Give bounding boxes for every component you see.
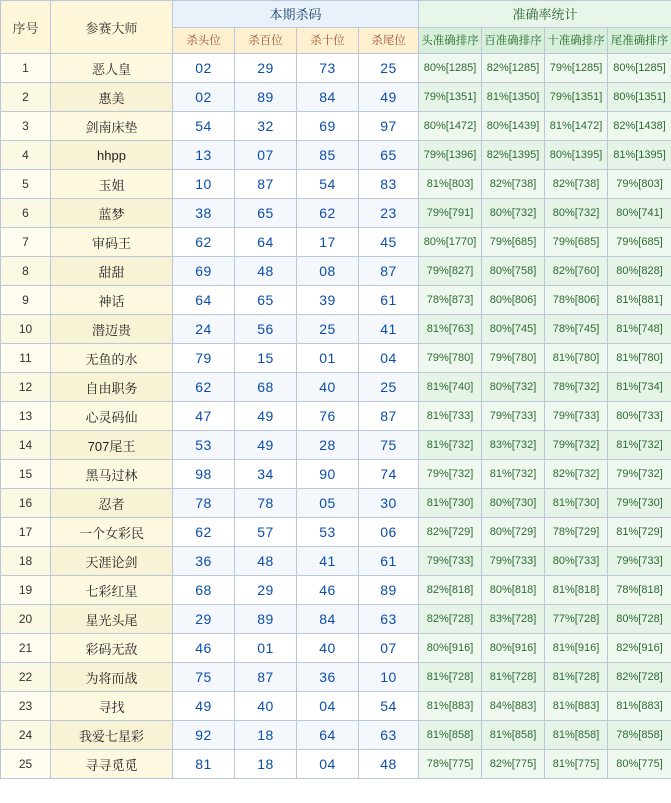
row-kill-ten: 84 bbox=[297, 605, 359, 634]
table-row bbox=[1, 460, 671, 489]
row-stat-head: 81%[730] bbox=[419, 489, 482, 518]
row-stat-hundred: 80%[818] bbox=[482, 576, 545, 605]
header-stat-tail: 尾准确排序 bbox=[608, 27, 671, 54]
row-kill-tail: 65 bbox=[359, 141, 419, 170]
row-stat-head: 82%[818] bbox=[419, 576, 482, 605]
row-sequence: 25 bbox=[1, 750, 51, 779]
row-stat-head: 82%[728] bbox=[419, 605, 482, 634]
row-kill-head: 98 bbox=[173, 460, 235, 489]
row-sequence: 8 bbox=[1, 257, 51, 286]
row-stat-head: 79%[791] bbox=[419, 199, 482, 228]
row-master-name[interactable]: 惠美 bbox=[51, 83, 173, 112]
header-row-groups bbox=[1, 1, 671, 28]
row-kill-tail: 30 bbox=[359, 489, 419, 518]
row-kill-tail: 61 bbox=[359, 547, 419, 576]
row-stat-tail: 79%[733] bbox=[608, 547, 671, 576]
row-stat-ten: 82%[738] bbox=[545, 170, 608, 199]
header-group-stat: 准确率统计 bbox=[419, 1, 671, 28]
row-kill-head: 02 bbox=[173, 83, 235, 112]
row-stat-hundred: 80%[916] bbox=[482, 634, 545, 663]
row-master-name[interactable]: 审码王 bbox=[51, 228, 173, 257]
row-master-name[interactable]: 七彩红星 bbox=[51, 576, 173, 605]
row-master-name[interactable]: 自由职务 bbox=[51, 373, 173, 402]
row-kill-ten: 90 bbox=[297, 460, 359, 489]
row-kill-head: 24 bbox=[173, 315, 235, 344]
row-master-name[interactable]: 神话 bbox=[51, 286, 173, 315]
row-kill-head: 13 bbox=[173, 141, 235, 170]
row-kill-ten: 36 bbox=[297, 663, 359, 692]
row-kill-tail: 74 bbox=[359, 460, 419, 489]
row-kill-tail: 10 bbox=[359, 663, 419, 692]
row-stat-hundred: 80%[729] bbox=[482, 518, 545, 547]
table-row bbox=[1, 402, 671, 431]
row-stat-ten: 81%[730] bbox=[545, 489, 608, 518]
row-kill-hundred: 65 bbox=[235, 286, 297, 315]
row-kill-ten: 05 bbox=[297, 489, 359, 518]
row-stat-tail: 80%[733] bbox=[608, 402, 671, 431]
header-stat-hundred: 百准确排序 bbox=[482, 27, 545, 54]
row-kill-ten: 28 bbox=[297, 431, 359, 460]
row-stat-tail: 79%[685] bbox=[608, 228, 671, 257]
table-row bbox=[1, 605, 671, 634]
row-stat-hundred: 82%[775] bbox=[482, 750, 545, 779]
table-row bbox=[1, 750, 671, 779]
row-master-name[interactable]: 玉姐 bbox=[51, 170, 173, 199]
row-stat-ten: 78%[732] bbox=[545, 373, 608, 402]
row-stat-tail: 78%[858] bbox=[608, 721, 671, 750]
row-master-name[interactable]: 黑马过林 bbox=[51, 460, 173, 489]
table-row bbox=[1, 489, 671, 518]
row-sequence: 12 bbox=[1, 373, 51, 402]
row-kill-ten: 39 bbox=[297, 286, 359, 315]
row-sequence: 23 bbox=[1, 692, 51, 721]
row-kill-tail: 06 bbox=[359, 518, 419, 547]
row-sequence: 6 bbox=[1, 199, 51, 228]
row-stat-hundred: 79%[733] bbox=[482, 402, 545, 431]
row-kill-tail: 49 bbox=[359, 83, 419, 112]
row-stat-tail: 81%[734] bbox=[608, 373, 671, 402]
row-stat-tail: 81%[881] bbox=[608, 286, 671, 315]
row-stat-hundred: 80%[745] bbox=[482, 315, 545, 344]
row-kill-hundred: 15 bbox=[235, 344, 297, 373]
row-master-name[interactable]: 忍者 bbox=[51, 489, 173, 518]
row-kill-hundred: 87 bbox=[235, 663, 297, 692]
row-sequence: 17 bbox=[1, 518, 51, 547]
row-stat-tail: 81%[729] bbox=[608, 518, 671, 547]
table-row bbox=[1, 576, 671, 605]
row-kill-head: 81 bbox=[173, 750, 235, 779]
row-kill-ten: 25 bbox=[297, 315, 359, 344]
row-stat-head: 80%[1285] bbox=[419, 54, 482, 83]
row-kill-head: 68 bbox=[173, 576, 235, 605]
row-kill-tail: 25 bbox=[359, 54, 419, 83]
row-kill-ten: 54 bbox=[297, 170, 359, 199]
row-stat-ten: 79%[732] bbox=[545, 431, 608, 460]
row-stat-hundred: 79%[733] bbox=[482, 547, 545, 576]
row-stat-tail: 80%[828] bbox=[608, 257, 671, 286]
row-stat-ten: 81%[818] bbox=[545, 576, 608, 605]
row-stat-hundred: 81%[728] bbox=[482, 663, 545, 692]
row-stat-ten: 78%[729] bbox=[545, 518, 608, 547]
row-kill-tail: 23 bbox=[359, 199, 419, 228]
row-kill-hundred: 89 bbox=[235, 83, 297, 112]
row-stat-tail: 79%[803] bbox=[608, 170, 671, 199]
row-master-name[interactable]: 潜迈贵 bbox=[51, 315, 173, 344]
row-stat-ten: 80%[732] bbox=[545, 199, 608, 228]
row-stat-head: 81%[728] bbox=[419, 663, 482, 692]
row-stat-head: 82%[729] bbox=[419, 518, 482, 547]
row-stat-hundred: 80%[732] bbox=[482, 373, 545, 402]
row-kill-ten: 85 bbox=[297, 141, 359, 170]
table-row bbox=[1, 83, 671, 112]
row-master-name[interactable]: 我爱七星彩 bbox=[51, 721, 173, 750]
row-kill-hundred: 49 bbox=[235, 431, 297, 460]
row-stat-ten: 79%[1351] bbox=[545, 83, 608, 112]
row-kill-ten: 08 bbox=[297, 257, 359, 286]
table-row bbox=[1, 54, 671, 83]
row-sequence: 11 bbox=[1, 344, 51, 373]
row-master-name[interactable]: 707尾王 bbox=[51, 431, 173, 460]
row-stat-ten: 79%[1285] bbox=[545, 54, 608, 83]
row-kill-ten: 01 bbox=[297, 344, 359, 373]
row-stat-hundred: 80%[730] bbox=[482, 489, 545, 518]
row-master-name[interactable]: 为将而战 bbox=[51, 663, 173, 692]
row-stat-tail: 82%[916] bbox=[608, 634, 671, 663]
row-master-name[interactable]: 蓝梦 bbox=[51, 199, 173, 228]
row-stat-head: 80%[916] bbox=[419, 634, 482, 663]
row-stat-ten: 81%[780] bbox=[545, 344, 608, 373]
row-kill-tail: 04 bbox=[359, 344, 419, 373]
header-stat-ten: 十准确排序 bbox=[545, 27, 608, 54]
row-stat-ten: 82%[732] bbox=[545, 460, 608, 489]
row-kill-tail: 54 bbox=[359, 692, 419, 721]
row-sequence: 20 bbox=[1, 605, 51, 634]
row-stat-tail: 82%[1438] bbox=[608, 112, 671, 141]
row-stat-head: 79%[827] bbox=[419, 257, 482, 286]
header-kill-hundred: 杀百位 bbox=[235, 27, 297, 54]
row-kill-ten: 40 bbox=[297, 634, 359, 663]
row-sequence: 22 bbox=[1, 663, 51, 692]
row-stat-tail: 81%[748] bbox=[608, 315, 671, 344]
row-kill-ten: 76 bbox=[297, 402, 359, 431]
row-stat-ten: 81%[916] bbox=[545, 634, 608, 663]
row-stat-ten: 79%[685] bbox=[545, 228, 608, 257]
row-stat-tail: 81%[1395] bbox=[608, 141, 671, 170]
row-stat-hundred: 84%[883] bbox=[482, 692, 545, 721]
row-kill-head: 62 bbox=[173, 518, 235, 547]
row-kill-head: 62 bbox=[173, 373, 235, 402]
row-stat-ten: 80%[1395] bbox=[545, 141, 608, 170]
row-kill-tail: 89 bbox=[359, 576, 419, 605]
row-kill-tail: 41 bbox=[359, 315, 419, 344]
row-stat-ten: 78%[745] bbox=[545, 315, 608, 344]
row-stat-head: 79%[1396] bbox=[419, 141, 482, 170]
table-row bbox=[1, 518, 671, 547]
table-row bbox=[1, 344, 671, 373]
row-stat-tail: 80%[741] bbox=[608, 199, 671, 228]
row-kill-hundred: 40 bbox=[235, 692, 297, 721]
row-kill-hundred: 68 bbox=[235, 373, 297, 402]
row-kill-head: 64 bbox=[173, 286, 235, 315]
header-seq: 序号 bbox=[1, 1, 51, 54]
row-kill-head: 92 bbox=[173, 721, 235, 750]
row-kill-head: 29 bbox=[173, 605, 235, 634]
row-stat-hundred: 83%[732] bbox=[482, 431, 545, 460]
header-kill-ten: 杀十位 bbox=[297, 27, 359, 54]
row-stat-hundred: 80%[1439] bbox=[482, 112, 545, 141]
table-row bbox=[1, 692, 671, 721]
row-kill-hundred: 48 bbox=[235, 257, 297, 286]
header-stat-head: 头准确排序 bbox=[419, 27, 482, 54]
row-stat-head: 81%[763] bbox=[419, 315, 482, 344]
header-master: 参赛大师 bbox=[51, 1, 173, 54]
row-stat-hundred: 80%[732] bbox=[482, 199, 545, 228]
row-stat-tail: 80%[1285] bbox=[608, 54, 671, 83]
row-kill-ten: 69 bbox=[297, 112, 359, 141]
row-kill-tail: 75 bbox=[359, 431, 419, 460]
row-kill-tail: 61 bbox=[359, 286, 419, 315]
row-kill-hundred: 56 bbox=[235, 315, 297, 344]
row-kill-ten: 53 bbox=[297, 518, 359, 547]
row-kill-hundred: 07 bbox=[235, 141, 297, 170]
row-kill-head: 79 bbox=[173, 344, 235, 373]
row-kill-tail: 25 bbox=[359, 373, 419, 402]
row-kill-tail: 87 bbox=[359, 402, 419, 431]
row-master-name[interactable]: 寻寻觅觅 bbox=[51, 750, 173, 779]
row-kill-hundred: 32 bbox=[235, 112, 297, 141]
row-stat-ten: 82%[760] bbox=[545, 257, 608, 286]
row-kill-tail: 97 bbox=[359, 112, 419, 141]
row-kill-head: 78 bbox=[173, 489, 235, 518]
row-sequence: 15 bbox=[1, 460, 51, 489]
row-stat-head: 79%[1351] bbox=[419, 83, 482, 112]
row-kill-head: 54 bbox=[173, 112, 235, 141]
row-stat-tail: 80%[1351] bbox=[608, 83, 671, 112]
row-kill-ten: 84 bbox=[297, 83, 359, 112]
row-stat-tail: 81%[883] bbox=[608, 692, 671, 721]
row-stat-head: 80%[1770] bbox=[419, 228, 482, 257]
row-stat-tail: 80%[728] bbox=[608, 605, 671, 634]
row-stat-head: 78%[873] bbox=[419, 286, 482, 315]
table-row bbox=[1, 141, 671, 170]
row-kill-head: 02 bbox=[173, 54, 235, 83]
row-stat-ten: 81%[1472] bbox=[545, 112, 608, 141]
row-kill-ten: 64 bbox=[297, 721, 359, 750]
row-stat-ten: 79%[733] bbox=[545, 402, 608, 431]
row-kill-hundred: 49 bbox=[235, 402, 297, 431]
row-sequence: 24 bbox=[1, 721, 51, 750]
row-kill-ten: 62 bbox=[297, 199, 359, 228]
row-kill-hundred: 78 bbox=[235, 489, 297, 518]
row-kill-ten: 46 bbox=[297, 576, 359, 605]
row-stat-ten: 81%[883] bbox=[545, 692, 608, 721]
row-kill-tail: 63 bbox=[359, 605, 419, 634]
row-stat-head: 81%[883] bbox=[419, 692, 482, 721]
row-stat-hundred: 81%[1350] bbox=[482, 83, 545, 112]
header-kill-head: 杀头位 bbox=[173, 27, 235, 54]
row-kill-hundred: 18 bbox=[235, 721, 297, 750]
row-kill-head: 38 bbox=[173, 199, 235, 228]
row-sequence: 3 bbox=[1, 112, 51, 141]
row-kill-hundred: 87 bbox=[235, 170, 297, 199]
row-sequence: 18 bbox=[1, 547, 51, 576]
row-kill-head: 62 bbox=[173, 228, 235, 257]
table-row bbox=[1, 112, 671, 141]
row-sequence: 16 bbox=[1, 489, 51, 518]
row-sequence: 1 bbox=[1, 54, 51, 83]
row-stat-tail: 81%[780] bbox=[608, 344, 671, 373]
row-stat-tail: 80%[775] bbox=[608, 750, 671, 779]
row-sequence: 9 bbox=[1, 286, 51, 315]
row-kill-ten: 73 bbox=[297, 54, 359, 83]
row-kill-tail: 63 bbox=[359, 721, 419, 750]
row-stat-head: 81%[858] bbox=[419, 721, 482, 750]
row-sequence: 10 bbox=[1, 315, 51, 344]
row-stat-head: 78%[775] bbox=[419, 750, 482, 779]
row-master-name[interactable]: 彩码无敌 bbox=[51, 634, 173, 663]
row-stat-tail: 78%[818] bbox=[608, 576, 671, 605]
row-kill-ten: 04 bbox=[297, 750, 359, 779]
row-kill-hundred: 57 bbox=[235, 518, 297, 547]
row-stat-ten: 77%[728] bbox=[545, 605, 608, 634]
table-row bbox=[1, 257, 671, 286]
row-kill-head: 36 bbox=[173, 547, 235, 576]
row-stat-ten: 81%[775] bbox=[545, 750, 608, 779]
row-kill-hundred: 48 bbox=[235, 547, 297, 576]
row-master-name[interactable]: 星光头尾 bbox=[51, 605, 173, 634]
row-stat-tail: 79%[730] bbox=[608, 489, 671, 518]
row-sequence: 21 bbox=[1, 634, 51, 663]
row-kill-tail: 83 bbox=[359, 170, 419, 199]
row-stat-hundred: 83%[728] bbox=[482, 605, 545, 634]
row-sequence: 19 bbox=[1, 576, 51, 605]
row-kill-head: 69 bbox=[173, 257, 235, 286]
table-row bbox=[1, 431, 671, 460]
row-stat-hundred: 80%[758] bbox=[482, 257, 545, 286]
table-body bbox=[1, 54, 671, 779]
row-stat-ten: 80%[733] bbox=[545, 547, 608, 576]
row-kill-hundred: 64 bbox=[235, 228, 297, 257]
row-stat-hundred: 81%[858] bbox=[482, 721, 545, 750]
row-kill-tail: 45 bbox=[359, 228, 419, 257]
row-sequence: 13 bbox=[1, 402, 51, 431]
row-kill-head: 10 bbox=[173, 170, 235, 199]
row-kill-hundred: 65 bbox=[235, 199, 297, 228]
row-kill-ten: 04 bbox=[297, 692, 359, 721]
table-row bbox=[1, 315, 671, 344]
row-stat-tail: 82%[728] bbox=[608, 663, 671, 692]
table-header bbox=[1, 1, 671, 54]
row-master-name[interactable]: 甜甜 bbox=[51, 257, 173, 286]
row-kill-hundred: 29 bbox=[235, 576, 297, 605]
row-kill-tail: 07 bbox=[359, 634, 419, 663]
row-stat-ten: 78%[806] bbox=[545, 286, 608, 315]
row-stat-head: 81%[803] bbox=[419, 170, 482, 199]
row-stat-hundred: 82%[738] bbox=[482, 170, 545, 199]
row-kill-ten: 17 bbox=[297, 228, 359, 257]
row-kill-hundred: 89 bbox=[235, 605, 297, 634]
row-stat-head: 79%[733] bbox=[419, 547, 482, 576]
row-kill-hundred: 34 bbox=[235, 460, 297, 489]
table-row bbox=[1, 634, 671, 663]
row-stat-hundred: 82%[1395] bbox=[482, 141, 545, 170]
row-stat-ten: 81%[728] bbox=[545, 663, 608, 692]
row-master-name[interactable]: 剑南床垫 bbox=[51, 112, 173, 141]
row-stat-head: 81%[732] bbox=[419, 431, 482, 460]
row-master-name[interactable]: 心灵码仙 bbox=[51, 402, 173, 431]
row-kill-tail: 87 bbox=[359, 257, 419, 286]
header-group-kill: 本期杀码 bbox=[173, 1, 419, 28]
row-stat-head: 81%[740] bbox=[419, 373, 482, 402]
row-master-name[interactable]: 恶人皇 bbox=[51, 54, 173, 83]
table-row bbox=[1, 373, 671, 402]
row-master-name[interactable]: 天涯论剑 bbox=[51, 547, 173, 576]
row-stat-hundred: 79%[685] bbox=[482, 228, 545, 257]
row-kill-head: 75 bbox=[173, 663, 235, 692]
row-master-name[interactable]: 无鱼的水 bbox=[51, 344, 173, 373]
table-row bbox=[1, 286, 671, 315]
row-stat-hundred: 82%[1285] bbox=[482, 54, 545, 83]
row-stat-head: 79%[732] bbox=[419, 460, 482, 489]
row-stat-head: 81%[733] bbox=[419, 402, 482, 431]
row-sequence: 7 bbox=[1, 228, 51, 257]
row-sequence: 14 bbox=[1, 431, 51, 460]
row-kill-hundred: 01 bbox=[235, 634, 297, 663]
row-kill-hundred: 18 bbox=[235, 750, 297, 779]
table-row bbox=[1, 228, 671, 257]
row-stat-hundred: 81%[732] bbox=[482, 460, 545, 489]
row-master-name[interactable]: 寻找 bbox=[51, 692, 173, 721]
row-sequence: 5 bbox=[1, 170, 51, 199]
table-row bbox=[1, 170, 671, 199]
row-master-name[interactable]: 一个女彩民 bbox=[51, 518, 173, 547]
row-stat-head: 79%[780] bbox=[419, 344, 482, 373]
row-stat-hundred: 79%[780] bbox=[482, 344, 545, 373]
table-row bbox=[1, 721, 671, 750]
table-row bbox=[1, 547, 671, 576]
header-kill-tail: 杀尾位 bbox=[359, 27, 419, 54]
row-stat-hundred: 80%[806] bbox=[482, 286, 545, 315]
row-kill-head: 53 bbox=[173, 431, 235, 460]
row-kill-tail: 48 bbox=[359, 750, 419, 779]
row-kill-head: 47 bbox=[173, 402, 235, 431]
row-stat-ten: 81%[858] bbox=[545, 721, 608, 750]
row-kill-ten: 40 bbox=[297, 373, 359, 402]
row-sequence: 4 bbox=[1, 141, 51, 170]
row-stat-tail: 81%[732] bbox=[608, 431, 671, 460]
row-kill-head: 46 bbox=[173, 634, 235, 663]
row-kill-hundred: 29 bbox=[235, 54, 297, 83]
table-row bbox=[1, 199, 671, 228]
row-kill-head: 49 bbox=[173, 692, 235, 721]
row-kill-ten: 41 bbox=[297, 547, 359, 576]
row-stat-tail: 79%[732] bbox=[608, 460, 671, 489]
table-row bbox=[1, 663, 671, 692]
row-master-name[interactable]: hhpp bbox=[51, 141, 173, 170]
row-stat-head: 80%[1472] bbox=[419, 112, 482, 141]
row-sequence: 2 bbox=[1, 83, 51, 112]
